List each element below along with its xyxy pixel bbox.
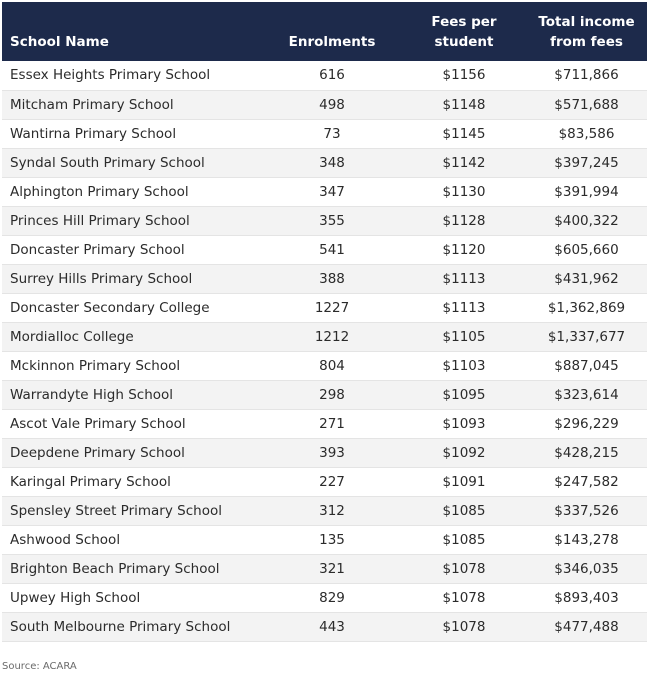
fees-per-student-cell: $1078: [402, 554, 526, 583]
fees-per-student-cell: $1156: [402, 61, 526, 90]
header-total-income: Total income from fees: [538, 14, 635, 50]
total-income-cell: $346,035: [526, 554, 647, 583]
header-fees-per-student: Fees per student: [431, 14, 497, 50]
total-income-cell: $887,045: [526, 351, 647, 380]
enrolments-cell: 73: [262, 119, 402, 148]
enrolments-cell: 1212: [262, 322, 402, 351]
total-income-cell: $893,403: [526, 583, 647, 612]
total-income-cell: $711,866: [526, 61, 647, 90]
total-income-cell: $296,229: [526, 409, 647, 438]
table-row: [2, 496, 647, 525]
table-row: [2, 206, 647, 235]
fees-per-student-cell: $1085: [402, 525, 526, 554]
source-note: Source: ACARA: [2, 660, 77, 672]
fees-per-student-cell: $1128: [402, 206, 526, 235]
school-name-cell: Essex Heights Primary School: [2, 61, 262, 90]
total-income-cell: $400,322: [526, 206, 647, 235]
total-income-cell: $323,614: [526, 380, 647, 409]
school-name-cell: Wantirna Primary School: [2, 119, 262, 148]
enrolments-cell: 616: [262, 61, 402, 90]
fees-per-student-cell: $1078: [402, 612, 526, 641]
fees-per-student-cell: $1103: [402, 351, 526, 380]
school-name-cell: Ashwood School: [2, 525, 262, 554]
fees-per-student-cell: $1113: [402, 293, 526, 322]
school-name-cell: Doncaster Secondary College: [2, 293, 262, 322]
total-income-cell: $431,962: [526, 264, 647, 293]
school-name-cell: Surrey Hills Primary School: [2, 264, 262, 293]
enrolments-cell: 135: [262, 525, 402, 554]
school-name-cell: Alphington Primary School: [2, 177, 262, 206]
header-school-name: School Name: [10, 34, 109, 50]
table-row: [2, 90, 647, 119]
fees-per-student-cell: $1078: [402, 583, 526, 612]
school-name-cell: Mckinnon Primary School: [2, 351, 262, 380]
school-name-cell: Doncaster Primary School: [2, 235, 262, 264]
school-name-cell: South Melbourne Primary School: [2, 612, 262, 641]
fees-per-student-cell: $1093: [402, 409, 526, 438]
header-row: [2, 2, 647, 61]
total-income-cell: $143,278: [526, 525, 647, 554]
enrolments-cell: 271: [262, 409, 402, 438]
school-name-cell: Mitcham Primary School: [2, 90, 262, 119]
total-income-cell: $477,488: [526, 612, 647, 641]
table-row: [2, 351, 647, 380]
enrolments-cell: 312: [262, 496, 402, 525]
enrolments-cell: 298: [262, 380, 402, 409]
table-header: [2, 2, 647, 61]
school-name-cell: Deepdene Primary School: [2, 438, 262, 467]
total-income-cell: $1,362,869: [526, 293, 647, 322]
enrolments-cell: 498: [262, 90, 402, 119]
school-name-cell: Ascot Vale Primary School: [2, 409, 262, 438]
table-row: [2, 293, 647, 322]
total-income-cell: $83,586: [526, 119, 647, 148]
total-income-cell: $605,660: [526, 235, 647, 264]
table-row: [2, 235, 647, 264]
fees-per-student-cell: $1120: [402, 235, 526, 264]
table-row: [2, 322, 647, 351]
enrolments-cell: 355: [262, 206, 402, 235]
table-row: [2, 525, 647, 554]
table-row: [2, 583, 647, 612]
fees-per-student-cell: $1092: [402, 438, 526, 467]
school-name-cell: Brighton Beach Primary School: [2, 554, 262, 583]
school-name-cell: Upwey High School: [2, 583, 262, 612]
total-income-cell: $571,688: [526, 90, 647, 119]
school-fees-table: [2, 2, 647, 642]
table-row: [2, 119, 647, 148]
fees-per-student-cell: $1148: [402, 90, 526, 119]
school-name-cell: Karingal Primary School: [2, 467, 262, 496]
table-row: [2, 61, 647, 90]
school-name-cell: Syndal South Primary School: [2, 148, 262, 177]
fees-per-student-cell: $1095: [402, 380, 526, 409]
fees-per-student-cell: $1091: [402, 467, 526, 496]
table-row: [2, 467, 647, 496]
table-row: [2, 177, 647, 206]
school-name-cell: Spensley Street Primary School: [2, 496, 262, 525]
table-body: [2, 61, 647, 641]
school-name-cell: Mordialloc College: [2, 322, 262, 351]
total-income-cell: $397,245: [526, 148, 647, 177]
table-row: [2, 409, 647, 438]
fees-per-student-cell: $1105: [402, 322, 526, 351]
total-income-cell: $247,582: [526, 467, 647, 496]
fees-table-container: [2, 2, 647, 672]
total-income-cell: $428,215: [526, 438, 647, 467]
enrolments-cell: 227: [262, 467, 402, 496]
enrolments-cell: 443: [262, 612, 402, 641]
enrolments-cell: 347: [262, 177, 402, 206]
enrolments-cell: 348: [262, 148, 402, 177]
fees-per-student-cell: $1142: [402, 148, 526, 177]
table-row: [2, 148, 647, 177]
fees-per-student-cell: $1113: [402, 264, 526, 293]
total-income-cell: $337,526: [526, 496, 647, 525]
table-row: [2, 438, 647, 467]
table-row: [2, 612, 647, 641]
enrolments-cell: 388: [262, 264, 402, 293]
table-row: [2, 264, 647, 293]
enrolments-cell: 393: [262, 438, 402, 467]
enrolments-cell: 321: [262, 554, 402, 583]
school-name-cell: Princes Hill Primary School: [2, 206, 262, 235]
enrolments-cell: 829: [262, 583, 402, 612]
enrolments-cell: 541: [262, 235, 402, 264]
school-name-cell: Warrandyte High School: [2, 380, 262, 409]
fees-per-student-cell: $1130: [402, 177, 526, 206]
total-income-cell: $1,337,677: [526, 322, 647, 351]
fees-per-student-cell: $1085: [402, 496, 526, 525]
total-income-cell: $391,994: [526, 177, 647, 206]
header-enrolments: Enrolments: [288, 34, 376, 50]
fees-per-student-cell: $1145: [402, 119, 526, 148]
enrolments-cell: 804: [262, 351, 402, 380]
table-row: [2, 380, 647, 409]
table-row: [2, 554, 647, 583]
enrolments-cell: 1227: [262, 293, 402, 322]
